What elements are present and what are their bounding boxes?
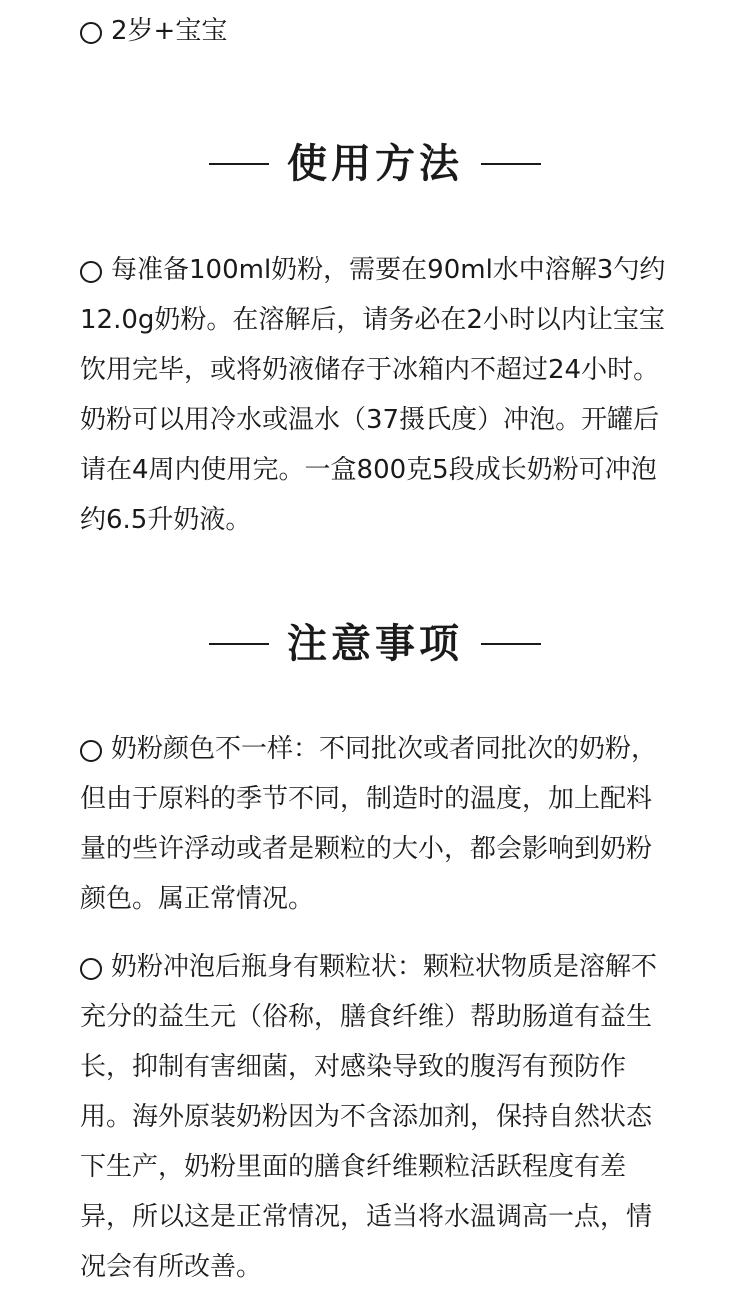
heading-rule-right <box>481 163 541 165</box>
circle-bullet-icon <box>80 22 102 44</box>
usage-paragraph-text: 每准备100ml奶粉，需要在90ml水中溶解3勺约12.0g奶粉。在溶解后，请务必在2小时以内让宝宝饮用完毕，或将奶液储存于冰箱内不超过24小时。奶粉可以用冷水或温水（37摄氏度）冲泡。开罐后请在4周内使用完。一盒800克5段成长奶粉可冲泡约6.5升奶液。 <box>80 255 666 535</box>
notes-title: 注意事项 <box>287 621 463 667</box>
heading-rule-right <box>481 643 541 645</box>
note-item-granules <box>80 942 672 1292</box>
note-item-text: 奶粉冲泡后瓶身有颗粒状：颗粒状物质是溶解不充分的益生元（俗称，膳食纤维）帮助肠道有益生长，抑制有害细菌，对感染导致的腹泻有预防作用。海外原装奶粉因为不含添加剂，保持自然状态下生产，奶粉里面的膳食纤维颗粒活跃程度有差异，所以这是正常情况，适当将水温调高一点，情况会有所改善。 <box>80 952 658 1282</box>
age-item <box>80 6 672 56</box>
usage-heading <box>0 134 750 194</box>
age-item-text: 2岁+宝宝 <box>111 16 228 46</box>
circle-bullet-icon <box>80 958 102 980</box>
notes-heading <box>0 614 750 674</box>
circle-bullet-icon <box>80 261 102 283</box>
usage-title: 使用方法 <box>287 141 463 187</box>
heading-rule-left <box>209 643 269 645</box>
note-item-color <box>80 724 672 924</box>
note-item-text: 奶粉颜色不一样：不同批次或者同批次的奶粉，但由于原料的季节不同，制造时的温度，加上配料量的些许浮动或者是颗粒的大小，都会影响到奶粉颜色。属正常情况。 <box>80 734 658 914</box>
usage-paragraph <box>80 245 672 545</box>
heading-rule-left <box>209 163 269 165</box>
circle-bullet-icon <box>80 740 102 762</box>
